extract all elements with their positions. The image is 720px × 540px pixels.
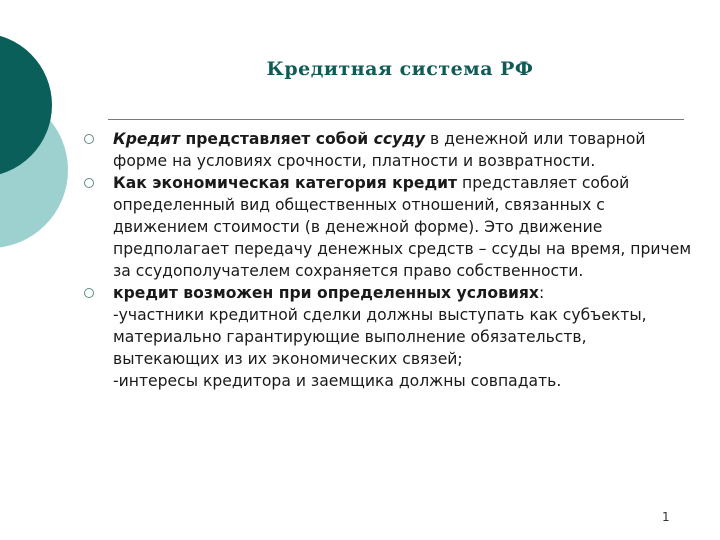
title-divider: [108, 119, 684, 120]
bullet-list: [84, 128, 694, 392]
circle-bullet-icon: [84, 134, 94, 144]
page-number: 1: [662, 510, 670, 524]
decorative-circles: [0, 0, 80, 300]
condition-paragraph: -интересы кредитора и заемщика должны совпадать.: [113, 372, 562, 390]
condition-paragraph: -участники кредитной сделки должны выступать как субъекты, материально гарантирующие выполнение обязательств, вытекающих из их экономических связей;: [113, 306, 647, 368]
list-item: [84, 128, 694, 172]
item-text: в денежной или товарной форме на условиях срочности, платности и возвратности.: [113, 130, 646, 170]
slide-title: Кредитная система РФ: [266, 58, 534, 80]
term-loan: ссуду: [373, 130, 426, 148]
item-text: :: [538, 284, 545, 302]
item-text: представляет собой определенный вид общественных отношений, связанных с движением стоимости (в денежной форме). Это движение предполагает передачу денежных средств – ссуды на время, причем за ссудополучателем сохраняется право собственности.: [113, 174, 692, 280]
circle-bullet-icon: [84, 288, 94, 298]
list-item: [84, 172, 694, 282]
bold-phrase: представляет собой: [180, 130, 374, 148]
bold-phrase: Как экономическая категория кредит: [113, 174, 458, 192]
bold-phrase: кредит возможен при определенных условиях: [113, 284, 539, 302]
circle-bullet-icon: [84, 178, 94, 188]
term-credit: Кредит: [113, 130, 181, 148]
list-item: [84, 282, 694, 392]
